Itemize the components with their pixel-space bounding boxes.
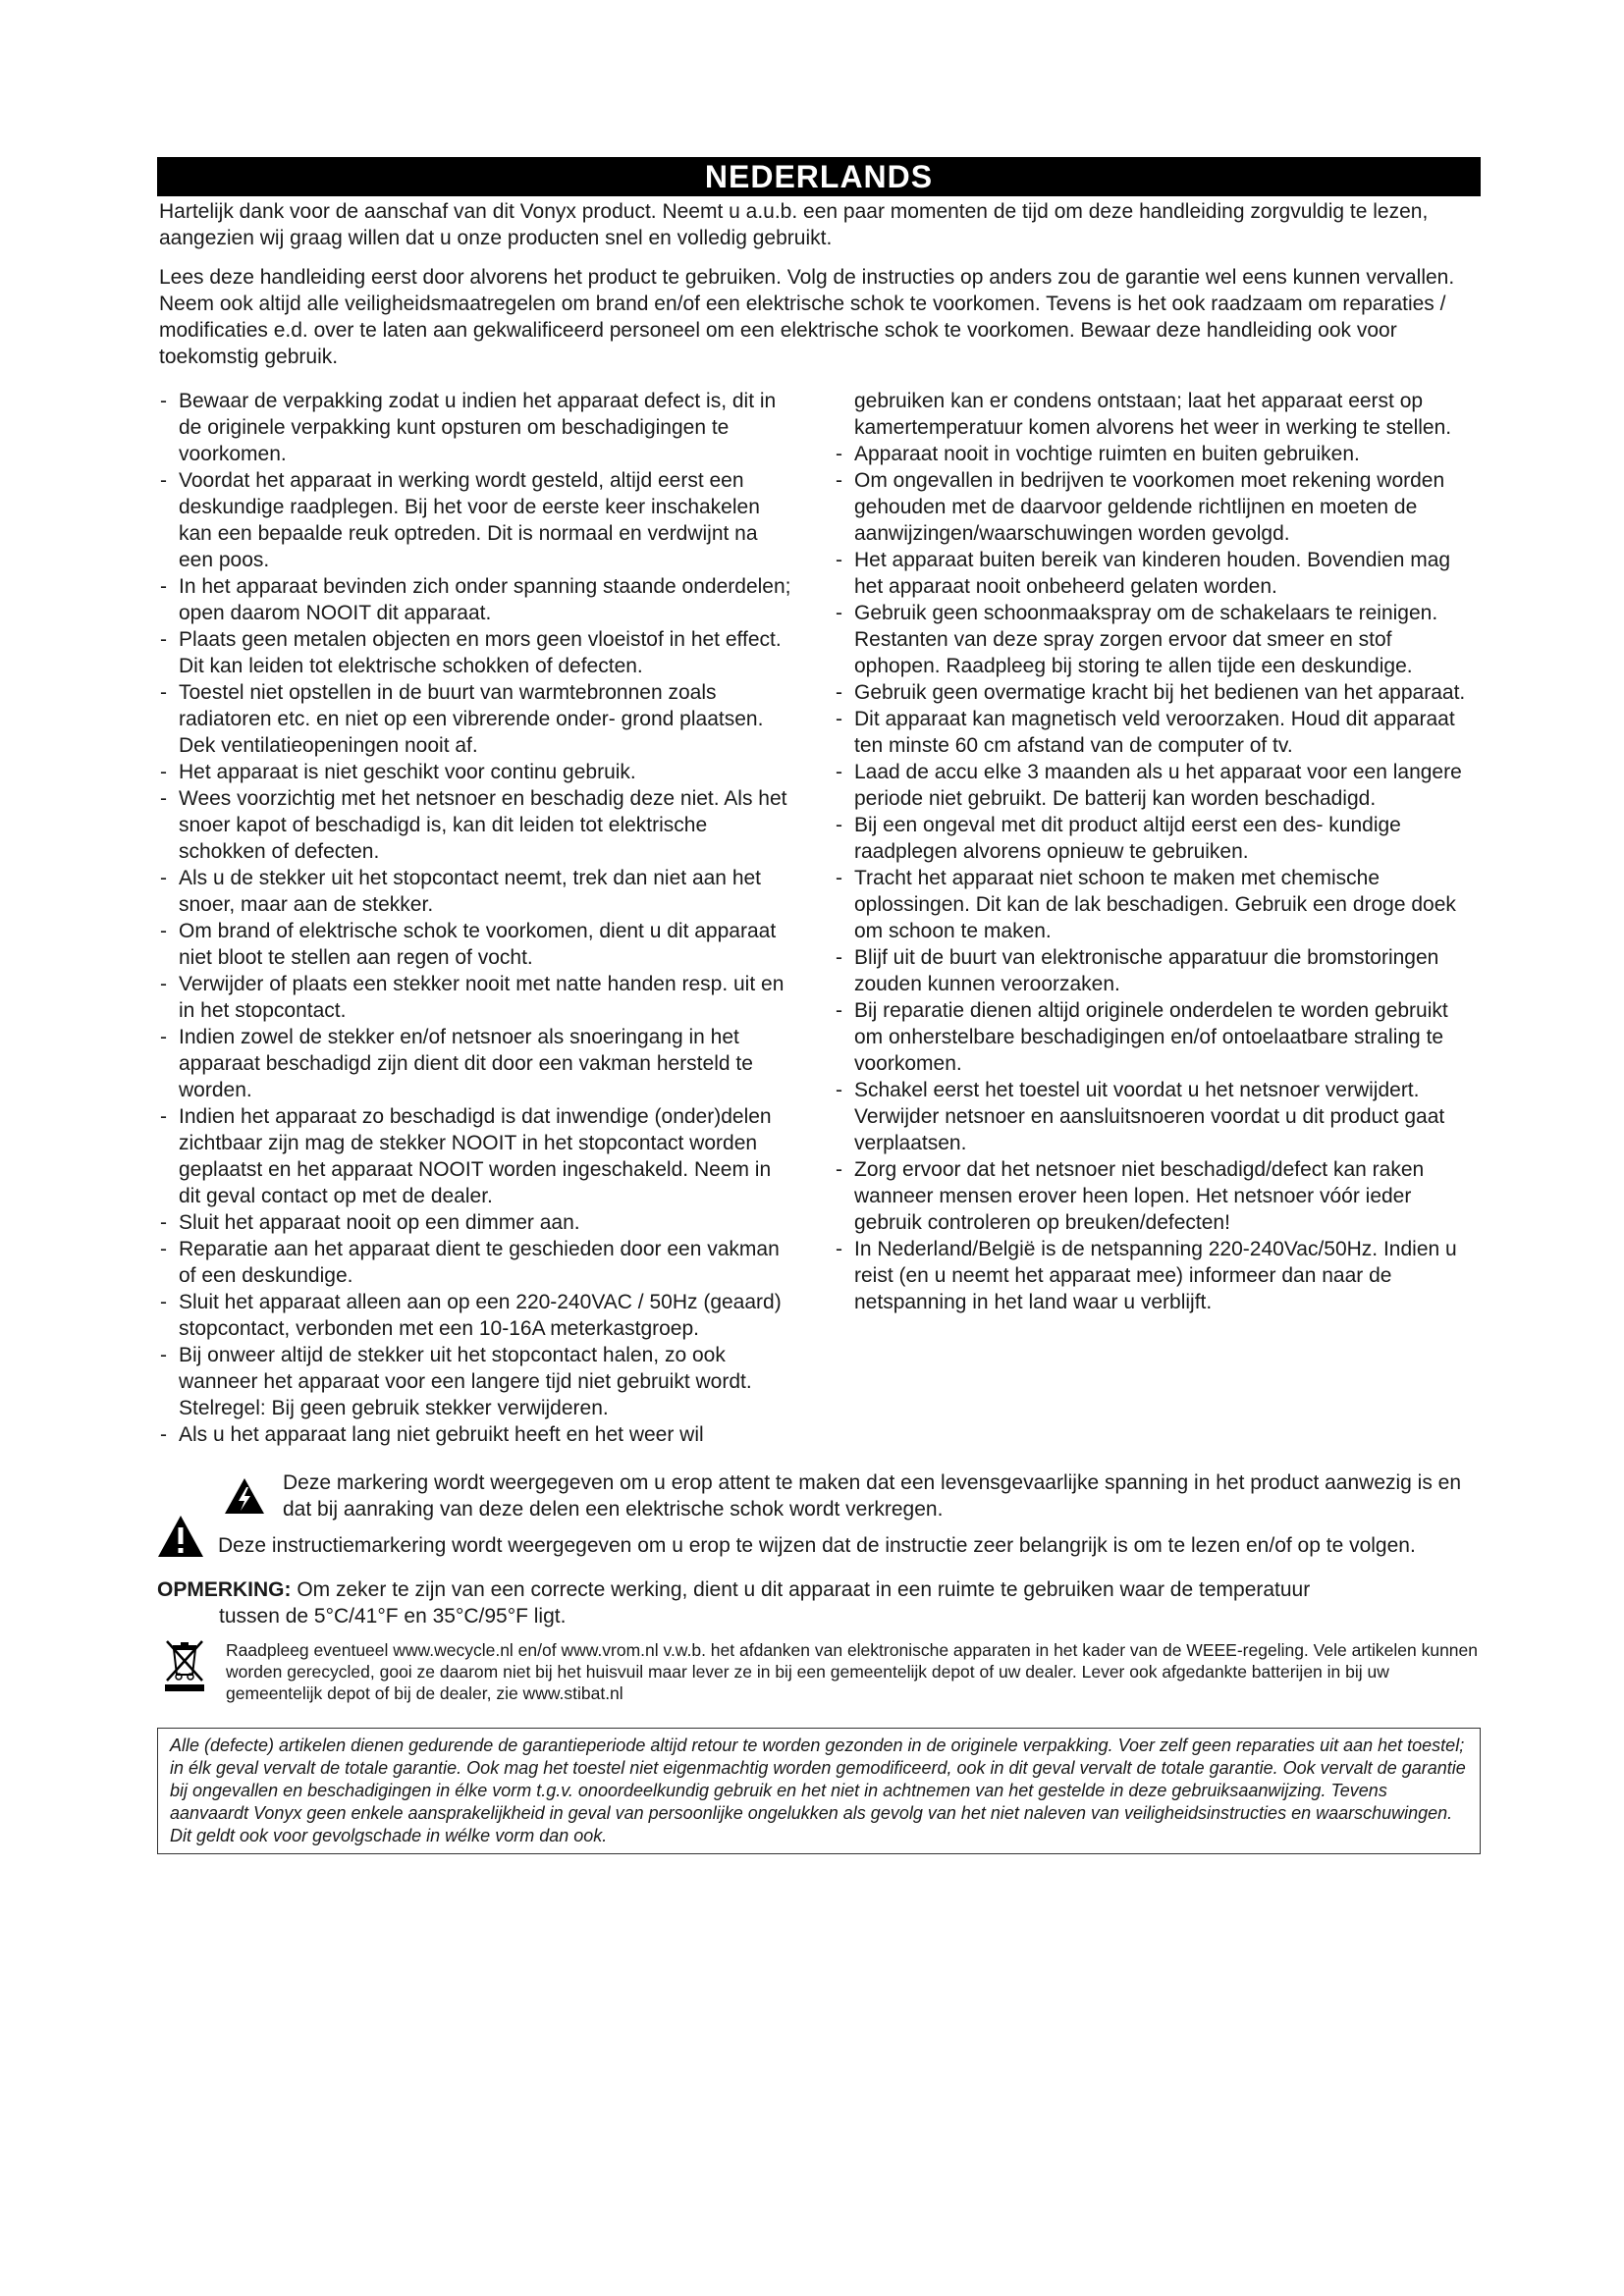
high-voltage-icon — [224, 1477, 265, 1522]
list-item-continuation: gebruiken kan er condens ontstaan; laat het apparaat eerst op kamertemperatuur komen alvorens het weer in werking te stellen. — [854, 390, 1452, 439]
list-item: - Wees voorzichtig met het netsnoer en beschadig deze niet. Als het snoer kapot of beschadigd is, kan dit leiden tot elektrische schokken of defecten. — [157, 785, 795, 865]
list-item: - Het apparaat is niet geschikt voor continu gebruik. — [157, 759, 795, 785]
list-item: - Het apparaat buiten bereik van kinderen houden. Bovendien mag het apparaat nooit onbeheerd gelaten worden. — [833, 547, 1481, 600]
note-text: Om zeker te zijn van een correcte werking, dient u dit apparaat in een ruimte te gebruiken waar de temperatuur — [297, 1578, 1311, 1601]
warning-block — [157, 1469, 1481, 1565]
list-item: - Als u de stekker uit het stopcontact neemt, trek dan niet aan het snoer, maar aan de stekker. — [157, 865, 795, 918]
list-item: - In Nederland/België is de netspanning 220-240Vac/50Hz. Indien u reist (en u neemt het apparaat mee) informeer dan naar de netspanning in het land waar u verblijft. — [833, 1236, 1481, 1315]
list-item: - Bij een ongeval met dit product altijd eerst een des- kundige raadplegen alvorens opnieuw te gebruiken. — [833, 812, 1481, 865]
list-item: - Verwijder of plaats een stekker nooit met natte handen resp. uit en in het stopcontact. — [157, 971, 795, 1024]
instruction-warning-text: Deze instructiemarkering wordt weergegeven om u erop te wijzen dat de instructie zeer belangrijk is om te lezen en/of op te volgen. — [218, 1534, 1416, 1557]
list-item: - Sluit het apparaat alleen aan op een 220-240VAC / 50Hz (geaard) stopcontact, verbonden met een 10-16A meterkastgroep. — [157, 1289, 795, 1342]
list-item: - Gebruik geen overmatige kracht bij het bedienen van het apparaat. — [833, 679, 1481, 706]
list-item: - Voordat het apparaat in werking wordt gesteld, altijd eerst een deskundige raadplegen. Bij het voor de eerste keer inschakelen kan een bepaalde reuk optreden. Dit is normaal en verdwijnt na een poos. — [157, 467, 795, 573]
list-item: - Om brand of elektrische schok te voorkomen, dient u dit apparaat niet bloot te stellen aan regen of vocht. — [157, 918, 795, 971]
note-text-line-2: tussen de 5°C/41°F en 35°C/95°F ligt. — [219, 1605, 567, 1628]
list-item: - Tracht het apparaat niet schoon te maken met chemische oplossingen. Dit kan de lak beschadigen. Gebruik een droge doek om schoon te maken. — [833, 865, 1481, 944]
left-column — [157, 388, 795, 1448]
list-item: - Gebruik geen schoonmaakspray om de schakelaars te reinigen. Restanten van deze spray zorgen ervoor dat smeer en stof ophopen. Raadpleeg bij storing te allen tijde een deskundige. — [833, 600, 1481, 679]
left-rules-list — [157, 388, 795, 1448]
list-item: - Apparaat nooit in vochtige ruimten en buiten gebruiken. — [833, 441, 1481, 467]
weee-section — [157, 1635, 1481, 1704]
right-rules-list — [833, 388, 1481, 1315]
list-item: - Reparatie aan het apparaat dient te geschieden door een vakman of een deskundige. — [157, 1236, 795, 1289]
list-item: - Bij onweer altijd de stekker uit het stopcontact halen, zo ook wanneer het apparaat voor een langere tijd niet gebruikt wordt. Stelregel: Bij geen gebruik stekker verwijderen. — [157, 1342, 795, 1421]
exclamation-warning-icon — [157, 1515, 212, 1565]
safety-columns — [157, 388, 1481, 1448]
list-item: - Als u het apparaat lang niet gebruikt heeft en het weer wil — [157, 1421, 795, 1448]
note-label: OPMERKING: — [157, 1578, 292, 1601]
intro-paragraph-2: Lees deze handleiding eerst door alvorens het product te gebruiken. Volg de instructies op anders zou de garantie wel eens kunnen vervallen. Neem ook altijd alle veiligheidsmaatregelen om brand en/of een elektrische schok te voorkomen. Tevens is het ook raadzaam om reparaties / modificaties e.d. over te laten aan gekwalificeerd personeel om een elektrische schok te voorkomen. Bewaar deze handleiding ook voor toekomstig gebruik. — [159, 266, 1455, 368]
list-item: - Laad de accu elke 3 maanden als u het apparaat voor een langere periode niet gebruikt. De batterij kan worden beschadigd. — [833, 759, 1481, 812]
weee-text: Raadpleeg eventueel www.wecycle.nl en/of www.vrom.nl v.w.b. het afdanken van elektronische apparaten in het kader van de WEEE-regeling. Vele artikelen kunnen worden gerecycled, gooi ze daarom niet bij het huisvuil maar lever ze in bij een gemeentelijk depot of uw dealer. Lever ook afgedankte batterijen in bij uw gemeentelijk depot of bij de dealer, zie www.stibat.nl — [226, 1640, 1479, 1703]
section-title: NEDERLANDS — [157, 157, 1481, 196]
note — [157, 1576, 1481, 1629]
intro — [159, 198, 1481, 370]
warranty-box: Alle (defecte) artikelen dienen gedurende de garantieperiode altijd retour te worden gezonden in de originele verpakking. Voer zelf geen reparaties uit aan het toestel; in élk geval vervalt de totale garantie. Ook mag het toestel niet eigenmachtig worden gemodificeerd, ook in dit geval vervalt de totale garantie. Ook vervalt de garantie bij ongevallen en beschadigingen in élke vorm t.g.v. onoordeelkundig gebruik en het niet in achtnemen van het gestelde in deze gebruiksaanwijzing. Tevens aanvaardt Vonyx geen enkele aansprakelijkheid in geval van persoonlijke ongelukken als gevolg van het niet naleven van veiligheidsinstructies en waarschuwingen. Dit geldt ook voor gevolgschade in wélke vorm dan ook. — [157, 1728, 1481, 1854]
voltage-warning — [157, 1469, 1481, 1522]
intro-paragraph-1: Hartelijk dank voor de aanschaf van dit Vonyx product. Neemt u a.u.b. een paar momenten de tijd om deze handleiding zorgvuldig te lezen, aangezien wij graag willen dat u onze producten snel en volledig gebruikt. — [159, 200, 1429, 249]
list-item: - Bij reparatie dienen altijd originele onderdelen te worden gebruikt om onherstelbare beschadigingen en/of ontoelaatbare straling te voorkomen. — [833, 997, 1481, 1077]
list-item: - Schakel eerst het toestel uit voordat u het netsnoer verwijdert. Verwijder netsnoer en aansluitsnoeren voordat u dit product gaat verplaatsen. — [833, 1077, 1481, 1156]
right-column — [833, 388, 1481, 1448]
list-item: - In het apparaat bevinden zich onder spanning staande onderdelen; open daarom NOOIT dit apparaat. — [157, 573, 795, 626]
list-item: - Indien het apparaat zo beschadigd is dat inwendige (onder)delen zichtbaar zijn mag de stekker NOOIT in het stopcontact worden geplaatst en het apparaat NOOIT worden ingeschakeld. Neem in dit geval contact op met de dealer. — [157, 1103, 795, 1209]
list-item: - Om ongevallen in bedrijven te voorkomen moet rekening worden gehouden met de daarvoor geldende richtlijnen en moeten de aanwijzingen/waarschuwingen worden gevolgd. — [833, 467, 1481, 547]
list-item: - Sluit het apparaat nooit op een dimmer aan. — [157, 1209, 795, 1236]
voltage-warning-text: Deze markering wordt weergegeven om u erop attent te maken dat een levensgevaarlijke spanning in het product aanwezig is en dat bij aanraking van deze delen een elektrische schok wordt verkregen. — [283, 1471, 1462, 1521]
list-item: - Toestel niet opstellen in de buurt van warmtebronnen zoals radiatoren etc. en niet op een vibrerende onder- grond plaatsen. Dek ventilatieopeningen nooit af. — [157, 679, 795, 759]
list-item: - Blijf uit de buurt van elektronische apparatuur die bromstoringen zouden kunnen veroorzaken. — [833, 944, 1481, 997]
manual-page — [157, 157, 1481, 1854]
list-item: - Plaats geen metalen objecten en mors geen vloeistof in het effect. Dit kan leiden tot elektrische schokken of defecten. — [157, 626, 795, 679]
list-item: - Bewaar de verpakking zodat u indien het apparaat defect is, dit in de originele verpakking kunt opsturen om beschadigingen te voorkomen. — [157, 388, 795, 467]
weee-bin-icon — [163, 1637, 206, 1704]
instruction-warning — [157, 1532, 1481, 1565]
list-item: - Dit apparaat kan magnetisch veld veroorzaken. Houd dit apparaat ten minste 60 cm afstand van de computer of tv. — [833, 706, 1481, 759]
list-item: - Zorg ervoor dat het netsnoer niet beschadigd/defect kan raken wanneer mensen erover heen lopen. Het netsnoer vóór ieder gebruik controleren op breuken/defecten! — [833, 1156, 1481, 1236]
list-item: - Indien zowel de stekker en/of netsnoer als snoeringang in het apparaat beschadigd zijn dient dit door een vakman hersteld te worden. — [157, 1024, 795, 1103]
